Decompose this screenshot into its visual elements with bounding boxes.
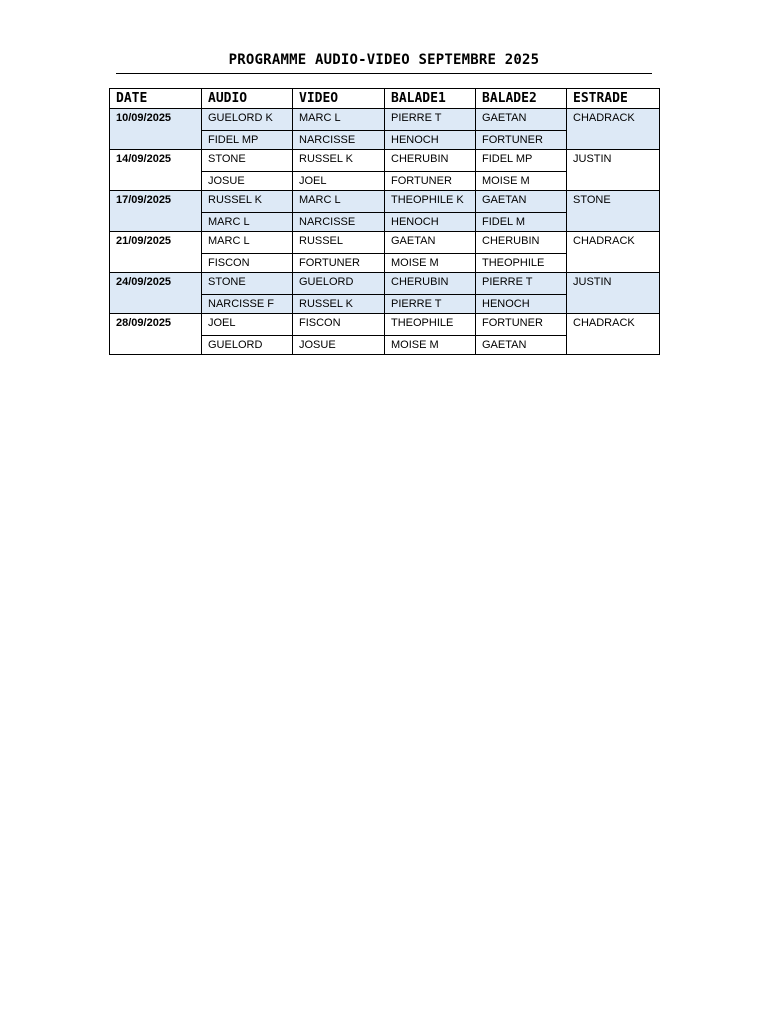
video-cell: FORTUNER bbox=[293, 254, 385, 273]
audio-cell: GUELORD bbox=[202, 336, 293, 355]
balade1-cell: GAETAN bbox=[385, 232, 476, 254]
balade2-cell: MOISE M bbox=[476, 172, 567, 191]
estrade-cell: JUSTIN bbox=[567, 273, 660, 314]
table-row bbox=[110, 273, 660, 295]
title-underline bbox=[116, 73, 652, 74]
audio-cell: MARC L bbox=[202, 213, 293, 232]
balade2-cell: FIDEL M bbox=[476, 213, 567, 232]
balade2-cell: HENOCH bbox=[476, 295, 567, 314]
table-row bbox=[110, 109, 660, 131]
video-cell: FISCON bbox=[293, 314, 385, 336]
audio-cell: STONE bbox=[202, 150, 293, 172]
video-cell: GUELORD bbox=[293, 273, 385, 295]
audio-cell: FISCON bbox=[202, 254, 293, 273]
video-cell: JOSUE bbox=[293, 336, 385, 355]
header-estrade: ESTRADE bbox=[567, 89, 660, 109]
audio-cell: JOEL bbox=[202, 314, 293, 336]
balade2-cell: THEOPHILE bbox=[476, 254, 567, 273]
date-cell: 14/09/2025 bbox=[110, 150, 202, 191]
video-cell: MARC L bbox=[293, 109, 385, 131]
header-balade1: BALADE1 bbox=[385, 89, 476, 109]
estrade-cell: CHADRACK bbox=[567, 314, 660, 355]
video-cell: MARC L bbox=[293, 191, 385, 213]
header-audio: AUDIO bbox=[202, 89, 293, 109]
table-row bbox=[110, 191, 660, 213]
audio-cell: RUSSEL K bbox=[202, 191, 293, 213]
balade1-cell: CHERUBIN bbox=[385, 273, 476, 295]
estrade-cell: JUSTIN bbox=[567, 150, 660, 191]
balade2-cell: GAETAN bbox=[476, 191, 567, 213]
balade1-cell: HENOCH bbox=[385, 213, 476, 232]
date-cell: 17/09/2025 bbox=[110, 191, 202, 232]
balade1-cell: HENOCH bbox=[385, 131, 476, 150]
balade1-cell: FORTUNER bbox=[385, 172, 476, 191]
balade2-cell: GAETAN bbox=[476, 336, 567, 355]
audio-cell: JOSUE bbox=[202, 172, 293, 191]
video-cell: JOEL bbox=[293, 172, 385, 191]
estrade-cell: STONE bbox=[567, 191, 660, 232]
balade1-cell: MOISE M bbox=[385, 254, 476, 273]
table-row bbox=[110, 232, 660, 254]
header-video: VIDEO bbox=[293, 89, 385, 109]
balade2-cell: FORTUNER bbox=[476, 131, 567, 150]
estrade-cell: CHADRACK bbox=[567, 109, 660, 150]
audio-cell: NARCISSE F bbox=[202, 295, 293, 314]
audio-cell: STONE bbox=[202, 273, 293, 295]
table-header-row bbox=[110, 89, 660, 109]
date-cell: 10/09/2025 bbox=[110, 109, 202, 150]
date-cell: 28/09/2025 bbox=[110, 314, 202, 355]
video-cell: NARCISSE bbox=[293, 213, 385, 232]
balade1-cell: MOISE M bbox=[385, 336, 476, 355]
audio-cell: MARC L bbox=[202, 232, 293, 254]
header-balade2: BALADE2 bbox=[476, 89, 567, 109]
balade2-cell: GAETAN bbox=[476, 109, 567, 131]
header-date: DATE bbox=[110, 89, 202, 109]
video-cell: RUSSEL K bbox=[293, 295, 385, 314]
audio-cell: GUELORD K bbox=[202, 109, 293, 131]
balade2-cell: FIDEL MP bbox=[476, 150, 567, 172]
balade2-cell: FORTUNER bbox=[476, 314, 567, 336]
schedule-table bbox=[109, 88, 660, 355]
video-cell: RUSSEL bbox=[293, 232, 385, 254]
estrade-cell: CHADRACK bbox=[567, 232, 660, 273]
video-cell: NARCISSE bbox=[293, 131, 385, 150]
audio-cell: FIDEL MP bbox=[202, 131, 293, 150]
balade1-cell: CHERUBIN bbox=[385, 150, 476, 172]
balade1-cell: THEOPHILE K bbox=[385, 191, 476, 213]
table-row bbox=[110, 314, 660, 336]
balade1-cell: THEOPHILE bbox=[385, 314, 476, 336]
date-cell: 21/09/2025 bbox=[110, 232, 202, 273]
balade2-cell: CHERUBIN bbox=[476, 232, 567, 254]
date-cell: 24/09/2025 bbox=[110, 273, 202, 314]
balade1-cell: PIERRE T bbox=[385, 295, 476, 314]
balade2-cell: PIERRE T bbox=[476, 273, 567, 295]
video-cell: RUSSEL K bbox=[293, 150, 385, 172]
table-row bbox=[110, 150, 660, 172]
balade1-cell: PIERRE T bbox=[385, 109, 476, 131]
document-title: PROGRAMME AUDIO-VIDEO SEPTEMBRE 2025 bbox=[228, 52, 540, 68]
